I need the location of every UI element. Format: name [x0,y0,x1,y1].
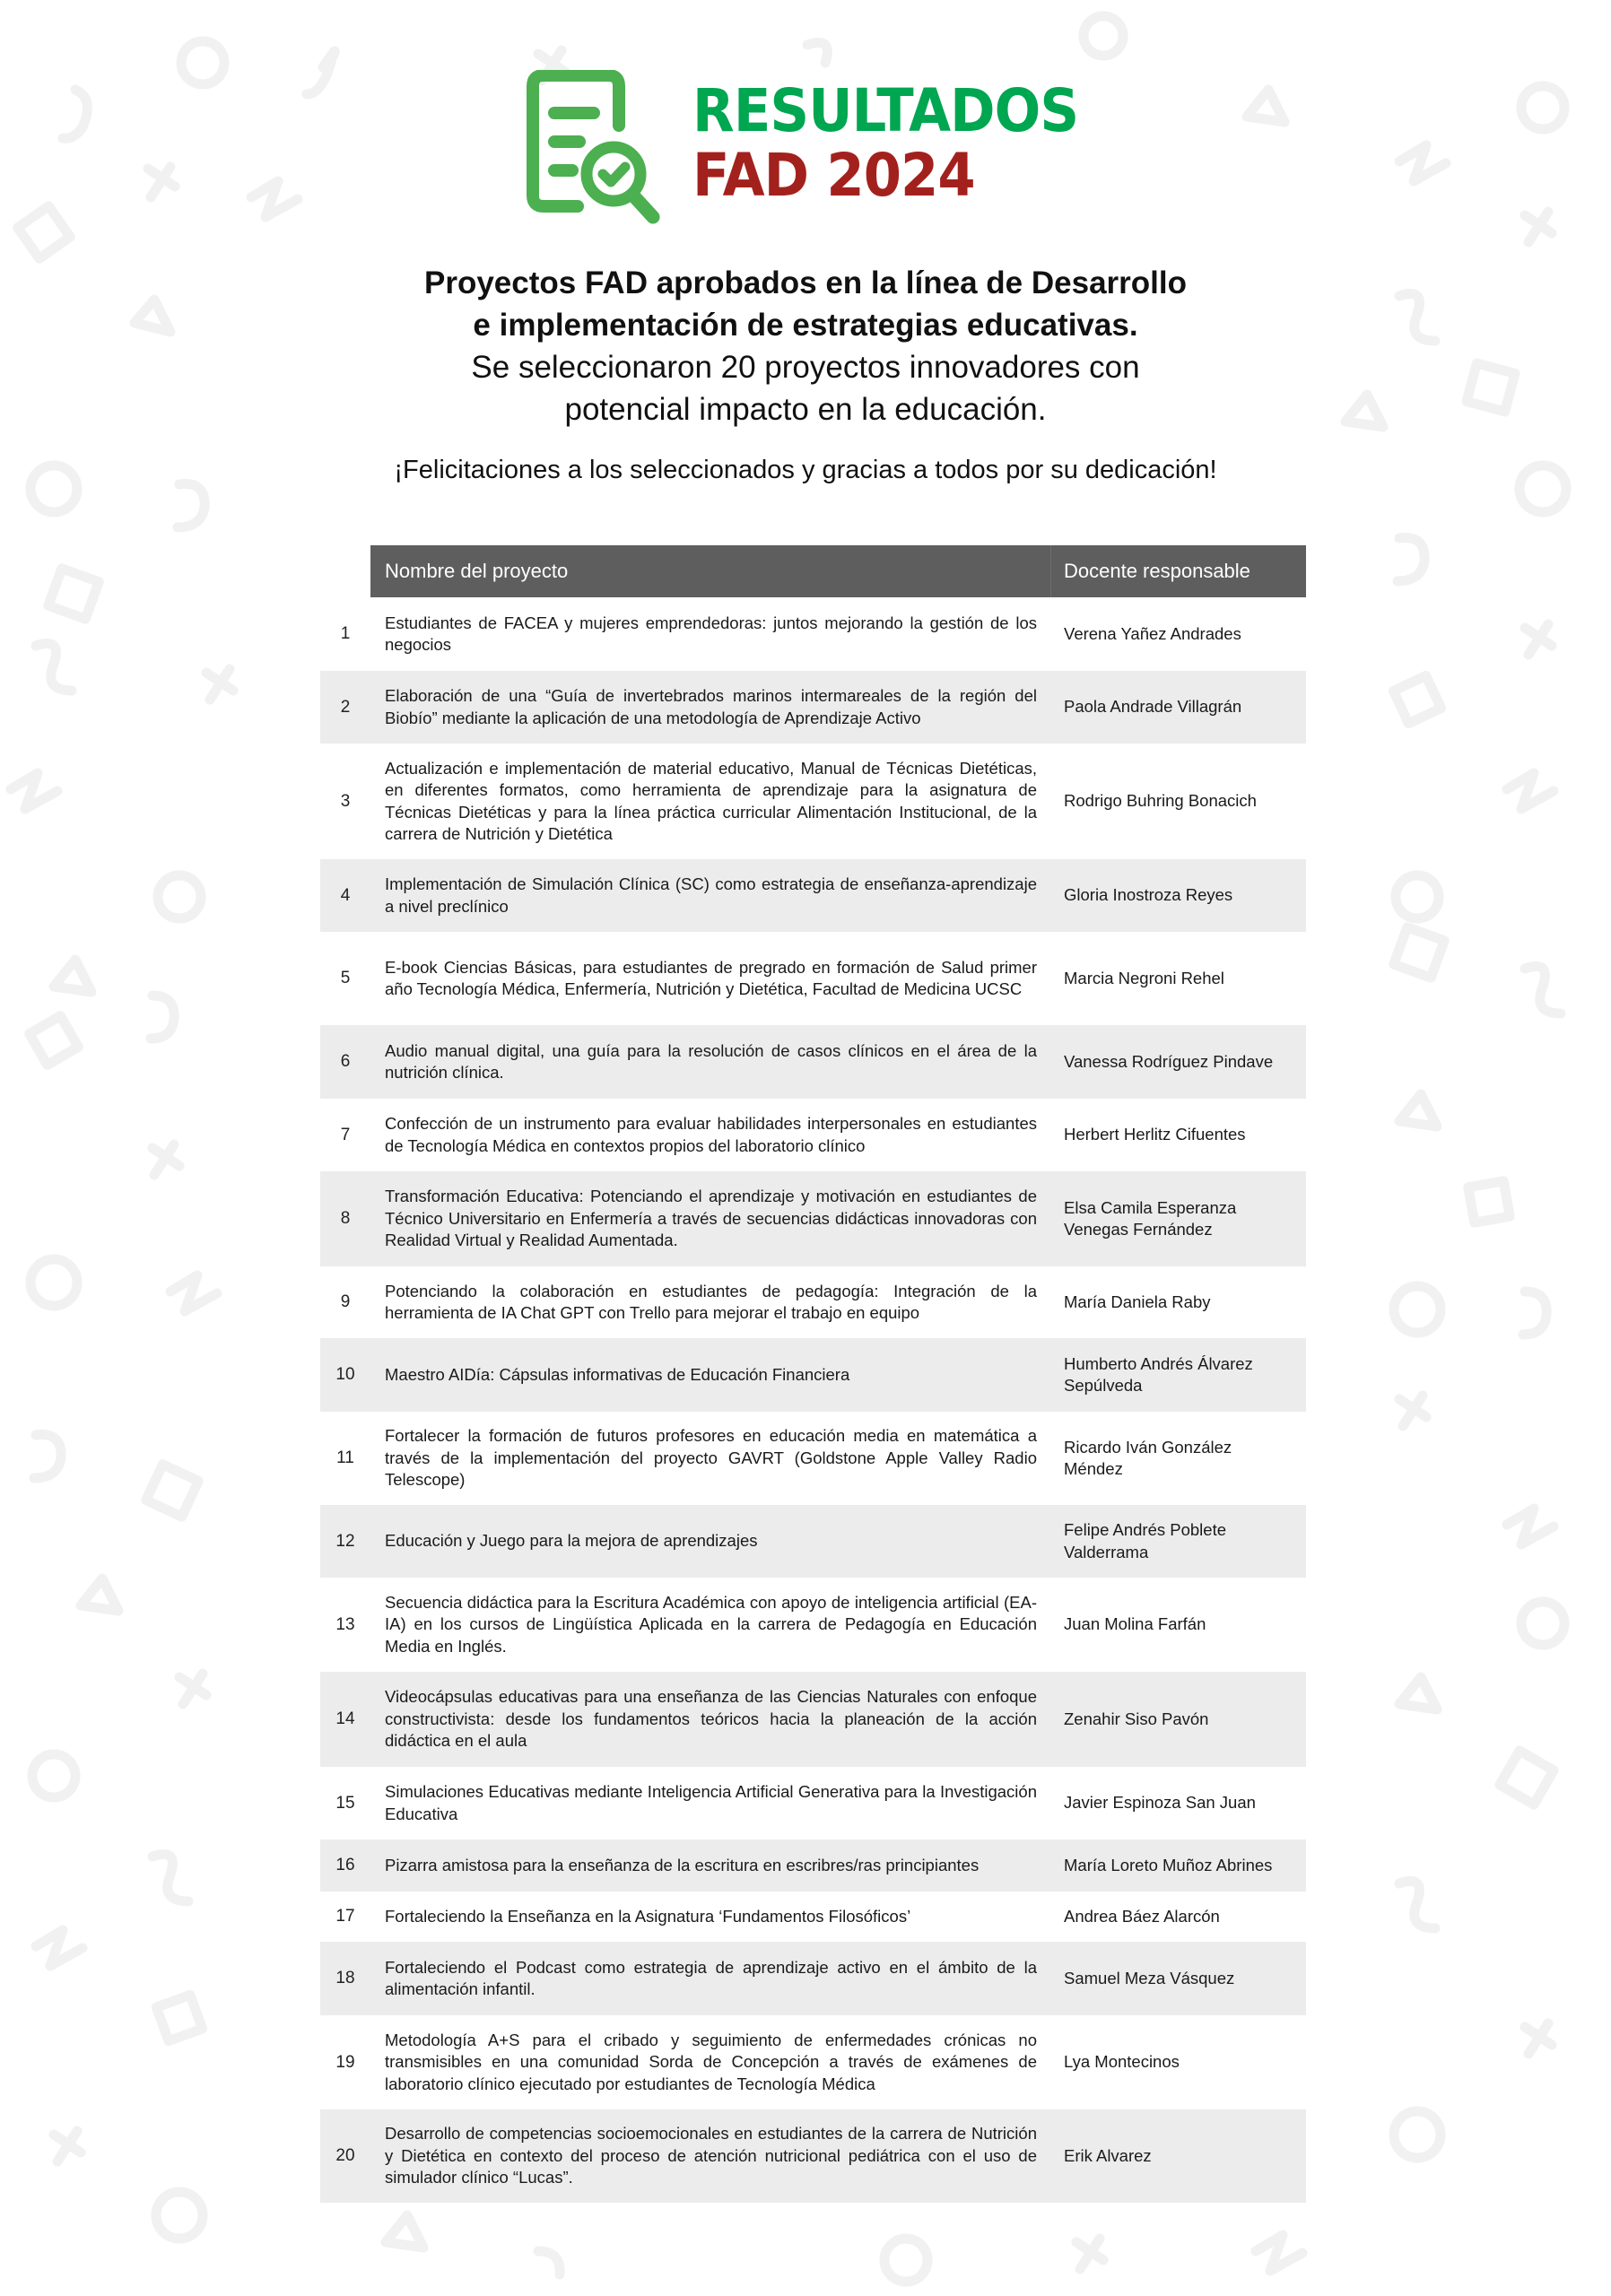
projects-table [320,545,1306,2203]
teacher-name: Juan Molina Farfán [1064,1614,1206,1634]
congrats-message: ¡Felicitaciones a los seleccionados y gracias a todos por su dedicación! [394,456,1217,484]
project-name: Fortaleciendo la Enseñanza en la Asignatura ‘Fundamentos Filosóficos’ [385,1906,911,1926]
table-row [320,932,1306,1025]
row-number: 1 [340,624,351,643]
project-name: Estudiantes de FACEA y mujeres emprendedoras: juntos mejorando la gestión de los negocios [385,613,1037,654]
teacher-name: María Loreto Muñoz Abrines [1064,1855,1273,1874]
row-number: 10 [335,1365,355,1384]
project-name: Potenciando la colaboración en estudiantes de pedagogía: Integración de la herramienta de IA Chat GPT con Trello para mejorar el trabajo en equipo [385,1281,1037,1322]
table-row [320,597,1306,671]
teacher-name: Herbert Herlitz Cifuentes [1064,1125,1246,1144]
row-number: 16 [335,1856,355,1874]
table-header [320,545,1306,597]
table-row [320,859,1306,932]
row-number: 18 [335,1969,355,1987]
row-number: 14 [335,1709,355,1728]
project-name: Transformación Educativa: Potenciando el aprendizaje y motivación en estudiantes de Técnico Universitario en Enfermería a través de secuencias didácticas innovadoras con Realidad Virtual y Realidad Aumentada. [385,1187,1037,1250]
title-fad-2024: FAD 2024 [692,141,975,210]
teacher-name: Felipe Andrés Poblete Valderrama [1064,1520,1227,1561]
row-number: 12 [335,1531,355,1551]
table-row [320,1025,1306,1099]
table-row [320,1099,1306,1171]
table-row [320,1839,1306,1892]
teacher-name: Ricardo Iván González Méndez [1064,1437,1232,1478]
row-number: 9 [340,1292,351,1311]
project-name: Actualización e implementación de material educativo, Manual de Técnicas Dietéticas, en diferentes formatos, como herramienta de aprendizaje para la asignatura de Técnicas Dietéticas y para la línea práctica curricular Alimentación Institucional, de la carrera de Nutrición y Dietética [385,758,1037,843]
table-row [320,1578,1306,1672]
row-number: 6 [340,1052,351,1071]
column-header-project: Nombre del proyecto [370,545,1051,597]
document-search-check-icon [522,70,684,231]
intro-sub-line1: Se seleccionaron 20 proyectos innovadores con [471,350,1140,385]
table-row [320,744,1306,859]
teacher-name: Paola Andrade Villagrán [1064,697,1242,717]
table-row [320,1892,1306,1942]
project-name: Secuencia didáctica para la Escritura Académica con apoyo de inteligencia artificial (EA-IA) en los cursos de Lingüística Aplicada en la carrera de Pedagogía en Educación Media en Inglés. [385,1592,1037,1656]
teacher-name: Andrea Báez Alarcón [1064,1906,1220,1926]
teacher-name: Verena Yañez Andrades [1064,623,1241,643]
teacher-name: Vanessa Rodríguez Pindave [1064,1051,1274,1071]
table-row [320,671,1306,744]
table-row [320,1767,1306,1839]
teacher-name: Gloria Inostroza Reyes [1064,885,1233,905]
row-number: 17 [335,1907,355,1926]
teacher-name: Samuel Meza Vásquez [1064,1968,1235,1987]
row-number: 4 [340,885,351,905]
table-row [320,1672,1306,1767]
teacher-name: Marcia Negroni Rehel [1064,968,1224,987]
intro-text [0,262,1611,488]
project-name: Elaboración de una “Guía de invertebrados marinos intermareales de la región del Biobío” mediante la aplicación de una metodología de Aprendizaje Activo [385,686,1037,727]
table-row [320,1171,1306,1266]
row-number: 3 [340,791,351,811]
table-row [320,1338,1306,1412]
intro-heading-line2: e implementación de estrategias educativas. [473,308,1138,343]
project-name: E-book Ciencias Básicas, para estudiantes de pregrado en formación de Salud primer año Tecnología Médica, Enfermería, Nutrición y Dietética, Facultad de Medicina UCSC [385,957,1037,998]
teacher-name: María Daniela Raby [1064,1292,1211,1311]
project-name: Desarrollo de competencias socioemocionales en estudiantes de la carrera de Nutrición y Dietética en contexto del proceso de atención nutricional pediátrica con el uso de simulador clínico “Lucas”. [385,2124,1037,2187]
project-name: Confección de un instrumento para evaluar habilidades interpersonales en estudiantes de Tecnología Médica en contextos propios del laboratorio clínico [385,1114,1037,1155]
intro-heading-line1: Proyectos FAD aprobados en la línea de Desarrollo [424,265,1187,300]
page-title [692,76,1112,210]
project-name: Audio manual digital, una guía para la resolución de casos clínicos en el área de la nutrición clínica. [385,1040,1037,1082]
intro-sub-line2: potencial impacto en la educación. [564,392,1047,427]
table-row [320,1942,1306,2015]
row-number: 2 [340,697,351,717]
row-number: 5 [340,969,351,987]
teacher-name: Zenahir Siso Pavón [1064,1709,1209,1728]
project-name: Pizarra amistosa para la enseñanza de la escritura en escribres/ras principiantes [385,1855,980,1874]
teacher-name: Javier Espinoza San Juan [1064,1793,1256,1813]
row-number: 8 [340,1209,351,1228]
column-header-teacher: Docente responsable [1051,545,1306,597]
teacher-name: Lya Montecinos [1064,2052,1180,2072]
row-number: 15 [335,1793,355,1813]
table-row [320,2109,1306,2203]
project-name: Educación y Juego para la mejora de aprendizajes [385,1531,758,1551]
table-row [320,2015,1306,2109]
title-resultados: RESULTADOS [692,76,1079,145]
row-number: 11 [336,1448,354,1467]
teacher-name: Elsa Camila Esperanza Venegas Fernández [1064,1197,1237,1239]
header-number-spacer [320,545,370,597]
teacher-name: Erik Alvarez [1064,2145,1152,2165]
row-number: 20 [335,2146,355,2165]
teacher-name: Rodrigo Buhring Bonacich [1064,791,1257,811]
row-number: 13 [335,1614,355,1634]
project-name: Implementación de Simulación Clínica (SC) como estrategia de enseñanza-aprendizaje a nivel preclínico [385,874,1037,916]
table-row [320,1266,1306,1338]
project-name: Fortaleciendo el Podcast como estrategia de aprendizaje activo en el ámbito de la alimentación infantil. [385,1957,1037,1998]
project-name: Fortalecer la formación de futuros profesores en educación media en matemática a través de la implementación del proyecto GAVRT (Goldstone Apple Valley Radio Telescope) [385,1426,1037,1490]
project-name: Metodología A+S para el cribado y seguimiento de enfermedades crónicas no transmisibles en una comunidad Sorda de Concepción a través de exámenes de laboratorio clínico ejecutado por estudiantes de Tecnología Médica [385,2030,1037,2093]
project-name: Videocápsulas educativas para una enseñanza de las Ciencias Naturales con enfoque constructivista: desde los fundamentos teóricos hacia la planeación de la acción didáctica en el aula [385,1687,1037,1751]
project-name: Simulaciones Educativas mediante Inteligencia Artificial Generativa para la Investigación Educativa [385,1782,1037,1823]
project-name: Maestro AIDía: Cápsulas informativas de Educación Financiera [385,1364,850,1384]
row-number: 7 [340,1125,351,1144]
table-row [320,1412,1306,1505]
row-number: 19 [335,2052,355,2072]
teacher-name: Humberto Andrés Álvarez Sepúlveda [1064,1353,1253,1395]
table-row [320,1505,1306,1578]
